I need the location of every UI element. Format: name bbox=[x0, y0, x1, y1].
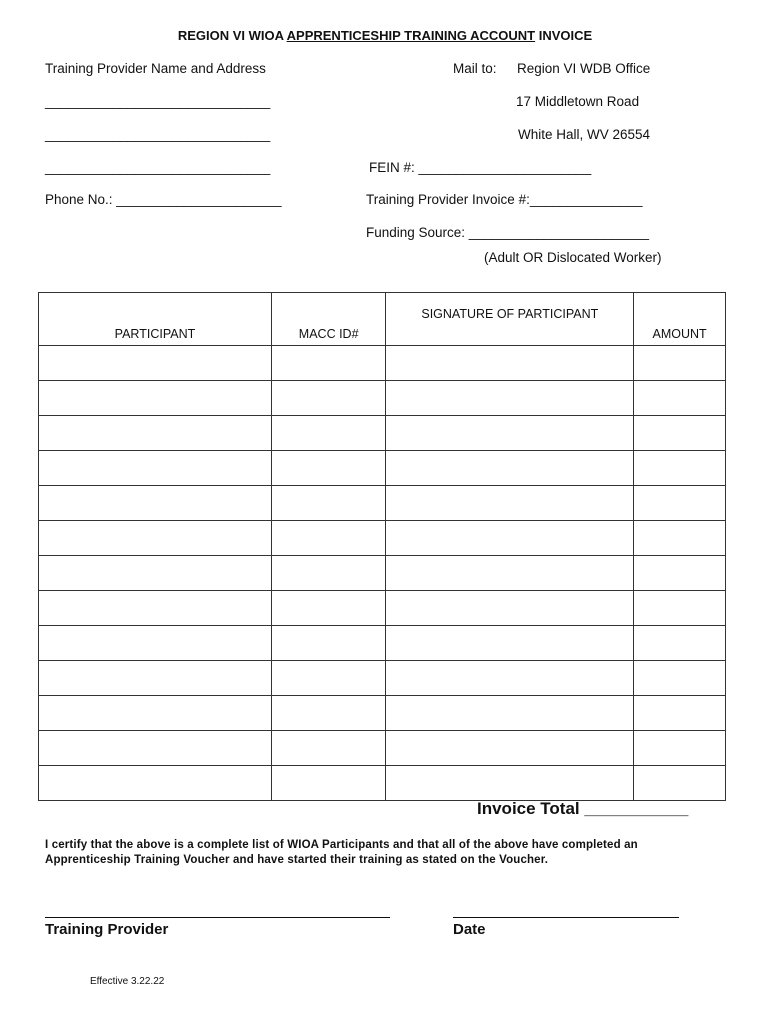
mail-to-line-1: Region VI WDB Office bbox=[517, 61, 651, 76]
training-provider-label: Training Provider bbox=[45, 921, 169, 938]
participant-table-body bbox=[39, 346, 726, 801]
amount-cell[interactable] bbox=[634, 591, 726, 626]
mail-to-label: Mail to: bbox=[453, 61, 497, 76]
mail-to-line-2: 17 Middletown Road bbox=[516, 94, 640, 109]
macc-id-cell[interactable] bbox=[271, 626, 385, 661]
table-row bbox=[39, 696, 726, 731]
provider-line-2[interactable]: ______________________________ bbox=[45, 127, 271, 142]
table-row bbox=[39, 731, 726, 766]
table-row bbox=[39, 661, 726, 696]
fein-field[interactable]: FEIN #: _______________________ bbox=[369, 160, 592, 175]
certification-text: I certify that the above is a complete list of WIOA Participants and that all of the above have completed an Apprenticeship Training Voucher and have started their training as stated on the Voucher. bbox=[45, 839, 638, 866]
signature-cell[interactable] bbox=[386, 591, 634, 626]
signature-cell[interactable] bbox=[386, 346, 634, 381]
participant-cell[interactable] bbox=[39, 766, 272, 801]
table-row bbox=[39, 556, 726, 591]
participant-table bbox=[38, 292, 726, 801]
title-prefix: REGION VI WIOA bbox=[177, 28, 287, 43]
signature-cell[interactable] bbox=[386, 521, 634, 556]
signature-cell[interactable] bbox=[386, 381, 634, 416]
table-row bbox=[39, 451, 726, 486]
participant-cell[interactable] bbox=[39, 731, 272, 766]
macc-id-cell[interactable] bbox=[271, 661, 385, 696]
amount-cell[interactable] bbox=[634, 486, 726, 521]
amount-cell[interactable] bbox=[634, 731, 726, 766]
signature-cell[interactable] bbox=[386, 731, 634, 766]
table-row bbox=[39, 381, 726, 416]
invoice-number-field[interactable]: Training Provider Invoice #:_______________ bbox=[366, 192, 643, 207]
provider-line-3[interactable]: ______________________________ bbox=[45, 160, 271, 175]
signature-cell[interactable] bbox=[386, 626, 634, 661]
title-suffix: INVOICE bbox=[535, 28, 593, 43]
macc-id-cell[interactable] bbox=[271, 556, 385, 591]
table-row bbox=[39, 766, 726, 801]
funding-source-note: (Adult OR Dislocated Worker) bbox=[484, 250, 662, 265]
macc-id-cell[interactable] bbox=[271, 486, 385, 521]
date-signature-line[interactable] bbox=[453, 917, 679, 918]
participant-cell[interactable] bbox=[39, 381, 272, 416]
macc-id-cell[interactable] bbox=[271, 451, 385, 486]
participant-header: PARTICIPANT bbox=[39, 293, 272, 346]
amount-cell[interactable] bbox=[634, 346, 726, 381]
amount-cell[interactable] bbox=[634, 521, 726, 556]
signature-cell[interactable] bbox=[386, 661, 634, 696]
table-row bbox=[39, 521, 726, 556]
macc-id-cell[interactable] bbox=[271, 591, 385, 626]
macc-id-cell[interactable] bbox=[271, 696, 385, 731]
amount-cell[interactable] bbox=[634, 556, 726, 591]
signature-header: SIGNATURE OF PARTICIPANT bbox=[386, 293, 634, 346]
macc-id-cell[interactable] bbox=[271, 731, 385, 766]
macc-id-cell[interactable] bbox=[271, 381, 385, 416]
provider-line-1[interactable]: ______________________________ bbox=[45, 94, 271, 109]
participant-cell[interactable] bbox=[39, 556, 272, 591]
signature-cell[interactable] bbox=[386, 416, 634, 451]
title-underlined: APPRENTICESHIP TRAINING ACCOUNT bbox=[286, 28, 536, 43]
participant-cell[interactable] bbox=[39, 416, 272, 451]
participant-cell[interactable] bbox=[39, 346, 272, 381]
participant-cell[interactable] bbox=[39, 661, 272, 696]
amount-header: AMOUNT bbox=[634, 293, 726, 346]
date-label: Date bbox=[453, 921, 486, 938]
amount-cell[interactable] bbox=[634, 766, 726, 801]
signature-cell[interactable] bbox=[386, 696, 634, 731]
table-header-row bbox=[39, 293, 726, 346]
participant-cell[interactable] bbox=[39, 486, 272, 521]
participant-cell[interactable] bbox=[39, 521, 272, 556]
macc-id-cell[interactable] bbox=[271, 521, 385, 556]
effective-date: Effective 3.22.22 bbox=[90, 976, 165, 987]
amount-cell[interactable] bbox=[634, 696, 726, 731]
macc-id-header: MACC ID# bbox=[271, 293, 385, 346]
participant-cell[interactable] bbox=[39, 626, 272, 661]
signature-cell[interactable] bbox=[386, 486, 634, 521]
amount-cell[interactable] bbox=[634, 416, 726, 451]
provider-name-address-label: Training Provider Name and Address bbox=[45, 61, 266, 76]
phone-field[interactable]: Phone No.: ______________________ bbox=[45, 192, 282, 207]
participant-cell[interactable] bbox=[39, 591, 272, 626]
table-row bbox=[39, 591, 726, 626]
table-row bbox=[39, 626, 726, 661]
macc-id-cell[interactable] bbox=[271, 346, 385, 381]
table-row bbox=[39, 346, 726, 381]
participant-cell[interactable] bbox=[39, 451, 272, 486]
invoice-total[interactable]: Invoice Total ___________ bbox=[477, 799, 689, 818]
mail-to-line-3: White Hall, WV 26554 bbox=[518, 127, 651, 142]
macc-id-cell[interactable] bbox=[271, 416, 385, 451]
amount-cell[interactable] bbox=[634, 661, 726, 696]
amount-cell[interactable] bbox=[634, 381, 726, 416]
table-row bbox=[39, 416, 726, 451]
amount-cell[interactable] bbox=[634, 626, 726, 661]
form-title bbox=[0, 28, 770, 43]
macc-id-cell[interactable] bbox=[271, 766, 385, 801]
amount-cell[interactable] bbox=[634, 451, 726, 486]
table-row bbox=[39, 486, 726, 521]
funding-source-field[interactable]: Funding Source: ________________________ bbox=[366, 225, 650, 240]
training-provider-signature-line[interactable] bbox=[45, 917, 390, 918]
signature-cell[interactable] bbox=[386, 451, 634, 486]
participant-cell[interactable] bbox=[39, 696, 272, 731]
signature-cell[interactable] bbox=[386, 556, 634, 591]
signature-cell[interactable] bbox=[386, 766, 634, 801]
